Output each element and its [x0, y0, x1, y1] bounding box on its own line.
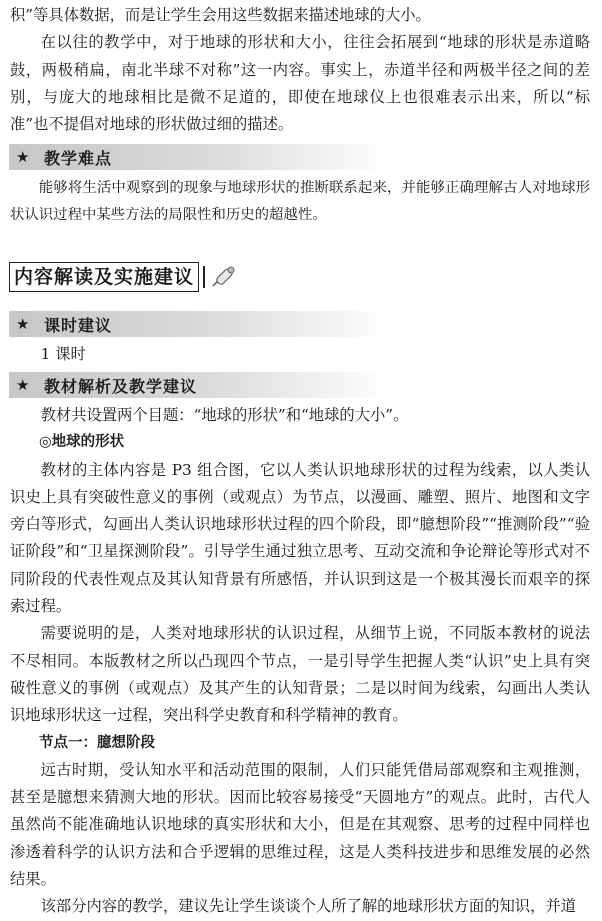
analysis-paragraph-1: 教材的主体内容是 P3 组合图，它以人类认识地球形状的过程为线索，以人类认识史上具有突破性意义的事例（或观点）为节点，以漫画、雕塑、照片、地图和文字旁白等形式，勾画出人类认识地球形状过程的四个阶段，即“臆想阶段”“推测阶段”“验证阶段”和“卫星探测阶段”。引导学生通过独立思考、互动交流和争论辩论等形式对不同阶段的代表性观点及其认知背景有所感悟，并认识到这是一个极其漫长而艰辛的探索过程。 [10, 460, 590, 616]
analysis-intro: 教材共设置两个目题：“地球的形状”和“地球的大小”。 [40, 406, 409, 424]
class-hours-section [10, 341, 590, 368]
chapter-title: 内容解读及实施建议 [9, 262, 199, 292]
section-bar-class-hours [9, 311, 389, 337]
analysis-paragraph-3: 远古时期，受认知水平和活动范围的限制，人们只能凭借局部观察和主观推测，甚至是臆想来猜测大地的形状。因而比较容易接受“天圆地方”的观点。此时，古代人虽然尚不能准确地认识地球的真实形状和大小，但是在其观察、思考的过程中同样也渗透着科学的认识方法和合乎逻辑的思维过程，这是人类科技进步和思维发展的必然结果。 [10, 760, 590, 889]
star-icon: ★ [16, 315, 30, 333]
textbook-analysis-section [10, 402, 590, 921]
section-bar-teaching-difficulty [9, 144, 389, 170]
star-icon: ★ [16, 148, 30, 166]
intro-paragraph: 在以往的教学中，对于地球的形状和大小，往往会拓展到“地球的形状是赤道略鼓，两极稍扁，南北半球不对称”这一内容。事实上，赤道半径和两极半径之间的差别，与庞大的地球相比是微不足道的，即使在地球仪上也很难表示出来，所以“标准”也不提倡对地球的形状做过细的描述。 [10, 33, 590, 134]
class-hours-text: 1 课时 [40, 345, 86, 363]
difficulty-paragraph: 能够将生活中观察到的现象与地球形状的推断联系起来，并能够正确理解古人对地球形状认识过程中某些方法的局限性和历史的超越性。 [10, 180, 590, 224]
subheading-earth-shape: ◎地球的形状 [39, 434, 125, 451]
star-icon: ★ [16, 376, 30, 394]
scroll-pin-icon [209, 262, 239, 292]
difficulty-section [10, 175, 590, 230]
analysis-paragraph-4: 该部分内容的教学，建议先让学生谈谈个人所了解的地球形状方面的知识，并道 [40, 897, 576, 916]
section-title: 课时建议 [44, 315, 113, 335]
chapter-header [9, 261, 239, 293]
intro-section [10, 2, 590, 138]
section-title: 教材解析及教学建议 [44, 376, 198, 396]
divider [203, 266, 205, 288]
section-title: 教学难点 [44, 148, 113, 168]
subheading-stage-one: 节点一：臆想阶段 [39, 734, 155, 751]
analysis-paragraph-2: 需要说明的是，人类对地球形状的认识过程，从细节上说，不同版本教材的说法不尽相同。本版教材之所以凸现四个节点，一是引导学生把握人类“认识”史上具有突破性意义的事例（或观点）及其产生的认知背景；二是以时间为线索，勾画出人类认识地球形状这一过程，突出科学史教育和科学精神的教育。 [10, 624, 590, 725]
section-bar-textbook-analysis [9, 372, 389, 398]
intro-paragraph-continued: 积”等具体数据，而是让学生会用这些数据来描述地球的大小。 [10, 6, 431, 24]
